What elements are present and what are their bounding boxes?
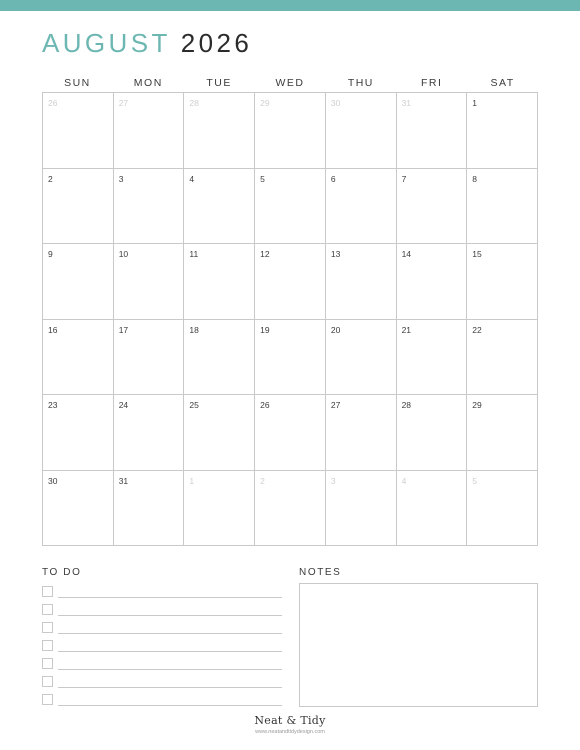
day-number: 6 — [330, 173, 336, 184]
todo-checkbox[interactable] — [42, 640, 53, 651]
day-number: 22 — [472, 324, 482, 335]
todo-checkbox[interactable] — [42, 694, 53, 705]
day-cell[interactable] — [326, 244, 397, 320]
day-cell[interactable] — [397, 93, 468, 169]
day-number: 28 — [401, 400, 412, 410]
day-number: 26 — [48, 98, 58, 108]
weekday-sun: SUN — [64, 77, 91, 89]
day-number: 4 — [401, 475, 407, 486]
day-number: 26 — [260, 400, 270, 410]
todo-checkbox[interactable] — [42, 604, 53, 615]
notes-box[interactable] — [299, 583, 538, 707]
weekday-fri: FRI — [421, 77, 443, 89]
month-title: AUGUST — [42, 28, 171, 58]
day-cell[interactable] — [467, 93, 538, 169]
todo-line[interactable] — [58, 687, 282, 688]
day-number: 16 — [48, 324, 58, 335]
day-number: 29 — [472, 400, 482, 410]
day-cell[interactable] — [255, 395, 326, 471]
day-cell[interactable] — [397, 471, 468, 547]
weekday-mon: MON — [133, 77, 163, 89]
year-title: 2026 — [180, 28, 253, 58]
day-cell[interactable] — [255, 169, 326, 245]
day-cell[interactable] — [114, 244, 185, 320]
brand-url: www.neatandtidydesign.com — [255, 729, 325, 735]
todo-line[interactable] — [58, 651, 282, 652]
todo-line[interactable] — [58, 633, 282, 634]
day-number: 25 — [189, 400, 199, 410]
day-cell[interactable] — [397, 169, 468, 245]
weekday-wed: WED — [275, 77, 305, 89]
todo-item — [42, 604, 282, 622]
todo-line[interactable] — [58, 705, 282, 706]
day-cell[interactable] — [467, 395, 538, 471]
todo-checkbox[interactable] — [42, 622, 53, 633]
todo-list — [42, 586, 282, 712]
day-cell[interactable] — [467, 244, 538, 320]
day-number: 27 — [118, 98, 129, 108]
day-cell[interactable] — [184, 244, 255, 320]
day-number: 30 — [48, 475, 58, 486]
notes-label: NOTES — [299, 567, 342, 578]
day-number: 30 — [330, 98, 341, 108]
day-cell[interactable] — [114, 395, 185, 471]
day-cell[interactable] — [43, 169, 114, 245]
day-number: 3 — [118, 173, 124, 184]
day-number: 1 — [472, 98, 478, 108]
day-number: 23 — [48, 400, 58, 410]
day-cell[interactable] — [43, 93, 114, 169]
day-number: 18 — [189, 324, 199, 335]
day-cell[interactable] — [326, 320, 397, 396]
top-accent-bar — [0, 0, 580, 11]
day-number: 2 — [48, 173, 53, 184]
day-number: 31 — [401, 98, 412, 108]
day-number: 9 — [48, 249, 53, 259]
day-cell[interactable] — [326, 395, 397, 471]
day-number: 2 — [260, 475, 265, 486]
day-cell[interactable] — [326, 93, 397, 169]
todo-item — [42, 586, 282, 604]
weekday-thu: THU — [347, 77, 374, 89]
day-number: 11 — [189, 249, 199, 259]
day-number: 15 — [472, 249, 482, 259]
day-cell[interactable] — [43, 471, 114, 547]
day-cell[interactable] — [114, 169, 185, 245]
day-number: 3 — [330, 475, 336, 486]
todo-item — [42, 694, 282, 712]
day-number: 10 — [118, 249, 129, 259]
day-cell[interactable] — [467, 169, 538, 245]
todo-item — [42, 640, 282, 658]
todo-checkbox[interactable] — [42, 586, 53, 597]
page-title — [42, 28, 252, 59]
day-number: 7 — [401, 173, 407, 184]
todo-line[interactable] — [58, 669, 282, 670]
todo-checkbox[interactable] — [42, 676, 53, 687]
day-number: 27 — [330, 400, 341, 410]
day-cell[interactable] — [43, 244, 114, 320]
brand-logo-text: Neat & Tidy — [254, 714, 326, 727]
day-cell[interactable] — [43, 395, 114, 471]
day-cell[interactable] — [397, 244, 468, 320]
todo-item — [42, 676, 282, 694]
todo-item — [42, 658, 282, 676]
day-cell[interactable] — [326, 471, 397, 547]
day-cell[interactable] — [43, 320, 114, 396]
day-number: 13 — [330, 249, 341, 259]
day-number: 24 — [118, 400, 129, 410]
day-cell[interactable] — [397, 395, 468, 471]
day-number: 5 — [472, 475, 478, 486]
day-cell[interactable] — [184, 320, 255, 396]
day-number: 17 — [118, 324, 129, 335]
day-cell[interactable] — [184, 471, 255, 547]
todo-line[interactable] — [58, 597, 282, 598]
day-number: 21 — [401, 324, 412, 335]
day-cell[interactable] — [255, 93, 326, 169]
day-number: 19 — [260, 324, 270, 335]
day-cell[interactable] — [114, 320, 185, 396]
day-cell[interactable] — [326, 169, 397, 245]
day-cell[interactable] — [114, 93, 185, 169]
day-cell[interactable] — [184, 93, 255, 169]
day-cell[interactable] — [255, 244, 326, 320]
day-number: 14 — [401, 249, 412, 259]
day-number: 28 — [189, 98, 199, 108]
day-number: 5 — [260, 173, 265, 184]
day-cell[interactable] — [397, 320, 468, 396]
day-number: 1 — [189, 475, 195, 486]
day-number: 12 — [260, 249, 270, 259]
day-cell[interactable] — [184, 395, 255, 471]
day-number: 20 — [330, 324, 341, 335]
weekday-sat: SAT — [490, 77, 515, 89]
day-cell[interactable] — [114, 471, 185, 547]
weekday-header-row — [42, 77, 538, 89]
day-number: 31 — [118, 475, 129, 486]
todo-label: TO DO — [42, 567, 82, 578]
day-cell[interactable] — [467, 320, 538, 396]
day-number: 4 — [189, 173, 195, 184]
day-cell[interactable] — [467, 471, 538, 547]
day-number: 8 — [472, 173, 478, 184]
day-number: 29 — [260, 98, 270, 108]
weekday-tue: TUE — [206, 77, 232, 89]
day-cell[interactable] — [255, 320, 326, 396]
day-cell[interactable] — [255, 471, 326, 547]
todo-item — [42, 622, 282, 640]
day-cell[interactable] — [184, 169, 255, 245]
todo-checkbox[interactable] — [42, 658, 53, 669]
calendar-grid — [42, 92, 538, 546]
todo-line[interactable] — [58, 615, 282, 616]
